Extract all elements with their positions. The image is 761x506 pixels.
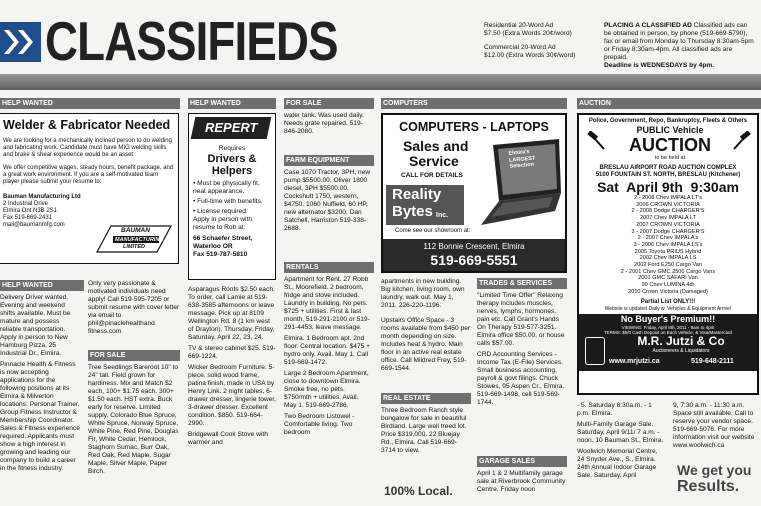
drivers-address-1: 66 Schaefer Street, xyxy=(193,235,253,242)
computers-phone: 519-669-5551 xyxy=(430,252,518,268)
section-help-wanted-3: HELP WANTED xyxy=(0,280,84,291)
placing-text: Classified ads can be obtained in person, by phone (519-669-5790), fax or email from Monday to Thursday 8:30am-5pm or Friday 8:30am-4pm. All classified ads are prepaid. xyxy=(604,22,754,61)
auction-terms: TERMS: $5/0 Cash Deposit on Each Vehicle, & Visa/Mastercard xyxy=(604,330,732,336)
vehicle-list xyxy=(582,195,754,296)
no-buyers-premium: No Buyer's Premium!! xyxy=(620,313,716,324)
email-address: mail@baumanmfg.com xyxy=(3,222,65,228)
deadline: Deadline is WEDNESDAYS by 4pm. xyxy=(604,62,715,69)
welder-ad xyxy=(0,113,179,264)
computers-address: 112 Bonnie Crescent, Elmira xyxy=(423,242,525,251)
section-for-sale-2: FOR SALE xyxy=(88,350,180,361)
vehicle-item: 2002 Chev IMPALA LS xyxy=(639,255,697,262)
auction-public: PUBLIC Vehicle xyxy=(636,125,704,135)
computers-call: CALL FOR DETAILS xyxy=(401,172,463,179)
auction-venue-2: 5100 FOUNTAIN ST. NORTH, BRESLAU (Kitchener) xyxy=(595,172,741,178)
vehicle-item: 2007 Chev IMPALA LT xyxy=(639,215,697,222)
section-computers: COMPUTERS xyxy=(381,98,567,109)
auction-date: Sat April 9th 9:30am xyxy=(597,179,739,195)
masthead xyxy=(0,0,761,72)
slogan-line-2: Results. xyxy=(677,478,740,495)
vehicle-item: 2010 Crown Victoria (Damaged) xyxy=(628,288,708,295)
welder-ad-body2: We offer competitive wages, steady hours, benefit package, and a great work environment. If you are a self-motivated team player please submit your resume to: xyxy=(3,165,174,185)
section-real-estate: REAL ESTATE xyxy=(381,393,471,404)
computers-contact-bar xyxy=(383,239,565,271)
col5-rentals-continued xyxy=(381,278,471,314)
placing-title: PLACING A CLASSIFIED AD xyxy=(604,22,692,29)
section-help-wanted-1: HELP WANTED xyxy=(0,98,180,109)
drivers-bullet-3: • License required. xyxy=(193,208,248,215)
listing-multi-family-garage-sale: Multi-Family Garage Sale. Saturday, April 9/11/ 7 a.m. - noon. 10 Bauman St., Elmira. xyxy=(577,421,664,444)
col5-office xyxy=(381,317,471,387)
vehicle-item: 2002 Ford E250 Cargo Van xyxy=(634,262,702,269)
residential-label: Residential 20-Word Ad xyxy=(484,22,554,29)
laptop-image xyxy=(473,139,565,231)
brand-line-1: Reality xyxy=(392,186,442,203)
computers-ad xyxy=(381,113,567,273)
section-for-sale-1: FOR SALE xyxy=(284,98,374,109)
col4-top xyxy=(284,112,372,142)
fax-number: Fax 519-669-2431 xyxy=(3,215,53,221)
computers-ad-title: COMPUTERS - LAPTOPS xyxy=(399,120,549,134)
auction-title: AUCTION xyxy=(629,135,711,155)
listing-crd-accounting: CRD Accounting Services - Income Tax (E-File) Services. Small business accounting, payroll & govt filings. Chuck Stowes, 95 Aspen Cr., Elmira. 519-669-1498, cell 519-569-1744. xyxy=(477,351,565,406)
chevron-logo-icon xyxy=(0,22,41,62)
drivers-apply: Apply in person with resume to Rob at: xyxy=(193,216,253,231)
trades-services-listings xyxy=(477,292,567,446)
listing-woolwich-continued: 9, 7:30 a.m. - 11:30 a.m. Space still available. Call to reserve your vendor space. 519-669-5076. For more information visit our website www.woolwich.ca xyxy=(673,402,755,449)
listing-elmira-1-bedroom: Elmira. 1 Bedroom apt. 2nd floor. Central location. $475 + hydro only. Avail. May 1. Call 519-669-1472. xyxy=(284,335,370,366)
listing-apartment-moorefield: Apartment for Rent. 27 Robb St., Moorefield. 2 bedroom, fridge and stove included. Laundry in building. No pets. $725 + utilities. First & last month. 519-291-2100 or 519-291-4453, leave message. xyxy=(284,276,370,331)
auctioneer-phone: 519-648-2111 xyxy=(691,357,734,365)
bauman-logo-text-1: BAUMAN xyxy=(121,227,150,234)
for-sale-listings-3 xyxy=(188,286,276,506)
commercial-price: $12.00 (Extra Words 30¢/word) xyxy=(484,52,576,59)
listing-upstairs-office: Upstairs Office Space - 3 rooms available from $450 per month depending on size. Includes heat & hydro. Main floor in an active real estate office. Call Mildred Frey, 519-669-1544. xyxy=(381,317,471,372)
masthead-rule xyxy=(0,74,761,90)
vehicle-item: 2001 GMC SAFARI Van xyxy=(638,275,698,282)
commercial-label: Commercial 20-Word Ad xyxy=(484,44,556,51)
drivers-address-2: Waterloo OR xyxy=(193,243,233,250)
for-sale-listings-2 xyxy=(88,364,180,506)
listing-asparagus: Asparagus Roots $2.50 each. To order, call Lamie at 519-638-3585 afternoons or leave message. Pick up at 8109 Wellington Rd. 8 (1 km west of Drayton). Thursday, Friday, Saturday, April 22, 23, 24. xyxy=(188,286,275,341)
repert-logo-text: REPERT xyxy=(205,120,258,135)
col7-garage-sales xyxy=(577,402,665,506)
footer-local: 100% Local. xyxy=(384,484,453,498)
address-line-2: Elmira Ont N3B 2S1 xyxy=(3,208,58,214)
welder-ad-body1: We are looking for a mechanically inclined person to do welding and fabricating work. Candidate must have MIG welding skills and brake & shear experience would be an asset. xyxy=(3,138,172,158)
bauman-logo xyxy=(91,222,173,256)
computers-tagline: Come see our showroom at: xyxy=(395,228,471,234)
vehicle-item: 3 - 2007 Dodge CHARGER'S xyxy=(631,228,705,235)
brand-suffix: Inc. xyxy=(436,212,449,219)
listing-two-bedroom-listowel: Two Bedroom Listowel - Comfortable living. Two bedroom xyxy=(284,413,355,436)
auctioneer-logo-icon xyxy=(585,337,605,365)
bauman-logo-text-3: LIMITED xyxy=(123,244,145,250)
drivers-ad xyxy=(188,113,276,280)
drivers-fax: Fax 519-787-5810 xyxy=(193,251,248,258)
vehicle-item: 2 - 2001 Chev GMC 2500 Cargo Vans xyxy=(620,268,716,275)
slogan-line-1: We get you xyxy=(677,462,752,478)
listing-wicker-furniture: Wicker Bedroom Furniture. 5-piece, solid wood frame, patina finish, made in USA by Henry Link. 2 night tables, 6-drawer dresser, lingerie tower, 3-drawer dresser. Excellent condition. $850. 519-664-2990. xyxy=(188,364,276,427)
auction-ad xyxy=(577,113,759,395)
auction-header: Police, Government, Repo, Bankruptcy, Fleets & Others xyxy=(588,118,748,124)
repert-logo xyxy=(193,117,271,141)
help-wanted-listings xyxy=(0,294,80,506)
listing-woolwich-memorial: Woolwich Memorial Centre, 24 Snyder Ave., S., Elmira. 24th Annual Indoor Garage Sale. Saturday, April xyxy=(577,448,658,479)
placing-info xyxy=(604,22,754,70)
page-title: CLASSIFIEDS xyxy=(45,10,338,72)
auction-website-note: Website is updated Daily w. Vehicles & Equipment Arrive! xyxy=(604,305,732,312)
welder-ad-title: Welder & Fabricator Needed xyxy=(3,118,171,132)
auctioneer-name: M.R. Jutzi & Co xyxy=(637,333,725,348)
drivers-title-1: Drivers & xyxy=(207,153,257,165)
drivers-bullet-2: • Full-time with benefits. xyxy=(193,198,263,205)
section-trades-services: TRADES & SERVICES xyxy=(477,278,567,289)
section-farm-equipment: FARM EQUIPMENT xyxy=(284,155,374,166)
welder-ad-contact xyxy=(3,194,93,229)
vehicle-item: 99 Chev LUMINA 4dr xyxy=(641,282,695,289)
listing-cook-stove: Bridgewall Cook Stove with warmer and xyxy=(188,431,268,446)
listing-delivery-driver: Delivery Driver wanted. Evening and weekend shifts available. Must be mature and possess reliable transportation. Apply in person to New Hamburg Pizza, 25 Industrial Dr., Elmira. xyxy=(0,294,71,357)
bauman-logo-text-2: MANUFACTURING xyxy=(115,236,164,243)
laptop-screen-text: Elmira's LARGEST Selection xyxy=(508,149,536,170)
company-name: Bauman Manufacturing Ltd xyxy=(3,194,81,200)
farm-equipment-listings xyxy=(284,169,372,251)
vehicle-item: 2 - 2008 Dodge CHARGER'S xyxy=(631,208,705,215)
listing-tractor: Case 1070 Tractor, 3PH, new pump $5500.00. Oliver 1800 diesel, 3PH $5500.00. Cockshutt 1750, western, $4750. 1060 Nuffield, 60 HP, new alternator $3200. Dan Satchell, Harriston 519-338-2688. xyxy=(284,169,371,232)
residential-price: $7.50 (Extra Words 20¢/word) xyxy=(484,30,572,37)
vehicle-item: 3 - 2006 Chev IMPALA LS's xyxy=(633,241,703,248)
vehicle-item: 2006 CROWN VICTORIA xyxy=(636,201,700,208)
vehicle-item: 2 - 2007 Chev IMPALA's xyxy=(637,235,699,242)
section-help-wanted-2: HELP WANTED xyxy=(188,98,276,109)
col8-garage-sales xyxy=(673,402,759,452)
rentals-listings xyxy=(284,276,372,506)
auction-held: to be held at xyxy=(654,155,686,161)
auction-partial: Partial List ONLY!!! xyxy=(640,298,696,305)
listing-limited-time-offer: "Limited Time Offer" Relaxing therapy includes muscles, nerves, lymphs, hormones, pain etc. Call Grant's Hands On Therapy 519-577-3251. Elmira office $50.00, or house calls $57.00. xyxy=(477,292,565,347)
vehicle-item: 2005 Toyota PRIUS Hybrid xyxy=(634,248,702,255)
listing-garage-sale-continued: - 5. Saturday 8:30a.m. - 1 p.m. Elmira. xyxy=(577,402,652,417)
auction-venue-1: BRESLAU AIRPORT ROAD AUCTION COMPLEX xyxy=(599,165,737,171)
listing-tv-cabinet: TV & stereo cabinet $25. 519-669-1224. xyxy=(188,345,276,360)
auctioneer-subtitle: Auctioneers & Liquidators xyxy=(652,347,710,354)
section-rentals: RENTALS xyxy=(284,262,374,273)
vehicle-item: 2007 CROWN VICTORIA xyxy=(636,221,700,228)
rates-block xyxy=(484,22,594,60)
computers-sales-1: Sales and xyxy=(403,138,469,154)
garage-sales-listings xyxy=(477,470,567,506)
listing-multifamily-garage-sale: April 1 & 2 Multifamily garage sale at Riverbrook Community Centre. Friday noon xyxy=(477,470,566,493)
real-estate-listings xyxy=(381,407,471,475)
section-garage-sales: GARAGE SALES xyxy=(477,456,567,467)
vehicle-item: 2 - 2008 Chev IMPALA LT's xyxy=(633,195,703,201)
reality-bytes-logo xyxy=(386,185,464,225)
requires-text: Requires xyxy=(218,145,246,152)
auction-title-block xyxy=(582,125,754,165)
listing-tree-seedlings: Tree Seedlings Bareroot 10" to 24" tall. Field grown for hardiness. Mix and Match $2 each, 100+ $1.75 each. 300+ $1.50 each. HST extra. Buck early for reserve. Limited supply. Colorado Blue Spruce, White Spruce, Norway Spruce, White Pine, Red Pine, Douglas Fir, White Cedar, Hemlock, Staghorn Sumac, Burr Oak, Red Oak, Red Maple, Sugar Maple, Silver Maple, Paper Birch. xyxy=(88,364,179,475)
listing-pinnacle-contact: Only very passionate & motivated individuals need apply! Call 519-595-7205 or submit resume with cover letter via email to phil@pinaclehealthand fitness.com xyxy=(88,280,180,335)
listing-pinnacle-fitness: Pinnacle Health & Fitness is now accepting applications for the following positions at its Elmira & Milverton locations: Personal Trainer, Group Fitness Instructor & Membership Coordinator. Sales & Fitness experience required. Applicants must show a high interest in growing and leading our company to build a career in the fitness industry. xyxy=(0,361,80,472)
drivers-title-2: Helpers xyxy=(211,165,253,177)
listing-apartments-continued: apartments in new building. Big kitchen, living room, own laundry, walk out. May 1, 2011. 226-220-1196. xyxy=(381,278,465,309)
address-line-1: 2 Industrial Drive xyxy=(3,201,49,207)
col2-listings xyxy=(88,280,180,340)
slogan xyxy=(677,462,761,496)
computers-sales-2: Service xyxy=(409,153,459,169)
auction-viewing: VIEWING: Friday, April 8th, 2011 - 9am to 4pm xyxy=(621,324,715,330)
drivers-bullet-1: • Must be physically fit, neat appearance. xyxy=(193,180,260,195)
auctioneer-website: www.mrjutzi.ca xyxy=(609,357,660,365)
auction-footer xyxy=(579,314,757,371)
section-auction: AUCTION xyxy=(577,98,761,109)
listing-three-bedroom-ranch: Three Bedroom Ranch style bungalow for sale in beautiful Birdland. Large well treed lot. Price $319,000. 22 Bluejay Rd., Elmira. Call 519-669-3714 to view. xyxy=(381,407,467,454)
listing-large-2-bedroom: Large 2 Bedroom Apartment, close to downtown Elmira. Smoke free, no pets. $750/mth + utilities. Avail. May 1. 519-669-2786. xyxy=(284,370,369,409)
brand-line-2: Bytes xyxy=(392,203,433,220)
listing-stove-continued: water tank. Was used daily. Needs grate repaired. 519-846-2080. xyxy=(284,112,364,135)
